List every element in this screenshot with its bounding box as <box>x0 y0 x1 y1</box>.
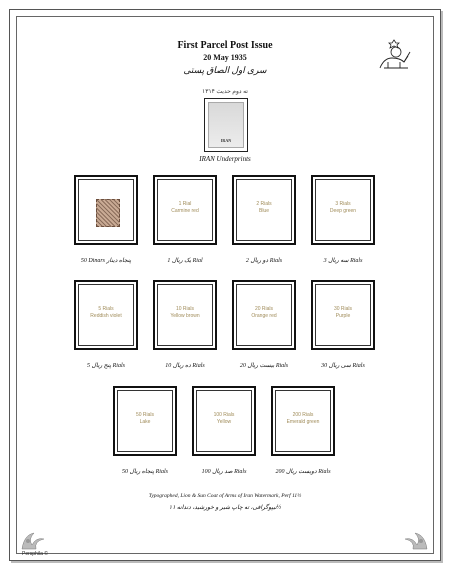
stamp-color: Blue <box>258 208 269 214</box>
stamp-caption: سه ریال 3 Rials <box>323 258 363 264</box>
stamp-caption: پنج ریال 5 Rials <box>87 363 125 369</box>
stamp-denomination: 5 Rials <box>98 306 114 312</box>
stamp-color: Yellow <box>216 419 232 425</box>
stamp-frame <box>153 175 217 245</box>
stamp-denomination: 50 Rials <box>135 412 155 418</box>
watermark-label: IRAN Underprints <box>199 155 251 163</box>
page-header <box>0 40 450 77</box>
stamp-caption: سی ریال 30 Rials <box>321 363 365 369</box>
stamp-caption: ده ریال 10 Rials <box>165 363 205 369</box>
stamp-frame <box>232 175 296 245</box>
stamp-caption: دویست ریال 200 Rials <box>275 469 331 475</box>
stamp-caption: دو ریال 2 Rials <box>245 258 283 264</box>
stamp-caption: صد ریال 100 Rials <box>201 469 247 475</box>
stamp-denomination: 2 Rials <box>256 201 272 207</box>
stamp-denomination: 20 Rials <box>254 306 274 312</box>
stamp-frame <box>232 280 296 350</box>
stamp-denomination: 30 Rials <box>333 306 353 312</box>
stamp-frame <box>113 386 177 456</box>
watermark-caption-farsi: ته دوم حدیث ۱۳۱۴ <box>202 89 248 95</box>
stamp-frame <box>311 280 375 350</box>
corner-ornament-icon <box>20 521 50 551</box>
stamp-frame <box>74 280 138 350</box>
stamp-caption: 50 Dinars پنجاه دینار <box>80 258 132 264</box>
watermark-sample <box>204 98 248 152</box>
stamp-color: Emerald green <box>286 419 320 425</box>
stamp-color: Purple <box>335 313 351 319</box>
stamp-color: Deep green <box>329 208 357 214</box>
stamp-color: Yellow brown <box>170 313 200 319</box>
page-title: First Parcel Post Issue <box>177 40 273 51</box>
stamp-color: Reddish violet <box>90 313 122 319</box>
watermark-mark-text: IRAN <box>220 138 232 143</box>
page-title-farsi: سری اول الصاق پستی <box>183 65 267 75</box>
stamp-caption: یک ریال 1 Rial <box>167 258 203 264</box>
stamp-caption: بیست ریال 20 Rials <box>239 363 289 369</box>
stamp-image <box>96 199 120 227</box>
stamp-frame <box>192 386 256 456</box>
stamp-denomination: 10 Rials <box>175 306 195 312</box>
stamp-caption: پنجاه ریال 50 Rials <box>122 469 168 475</box>
stamp-frame <box>271 386 335 456</box>
stamp-color: Lake <box>139 419 151 425</box>
stamp-denomination: 1 Rial <box>178 201 192 207</box>
stamp-color: Carmine red <box>171 208 199 214</box>
issue-date: 20 May 1935 <box>203 53 247 62</box>
print-details: Typographed, Lion & Sun Coat of Arms of Iran Watermark, Perf 11½ <box>148 493 302 499</box>
stamp-denomination: 200 Rials <box>292 412 314 418</box>
stamp-denomination: 100 Rials <box>213 412 235 418</box>
stamp-frame <box>311 175 375 245</box>
stamp-frame <box>74 175 138 245</box>
stamp-frame <box>153 280 217 350</box>
print-details-farsi: تیپوگرافی، ته چاپ شیر و خورشید، دندانه ۱۱½ <box>168 505 282 511</box>
publisher-label: Persphila © <box>22 551 48 557</box>
stamp-color: Orange red <box>251 313 277 319</box>
stamp-denomination: 3 Rials <box>335 201 351 207</box>
corner-ornament-icon <box>399 521 429 551</box>
